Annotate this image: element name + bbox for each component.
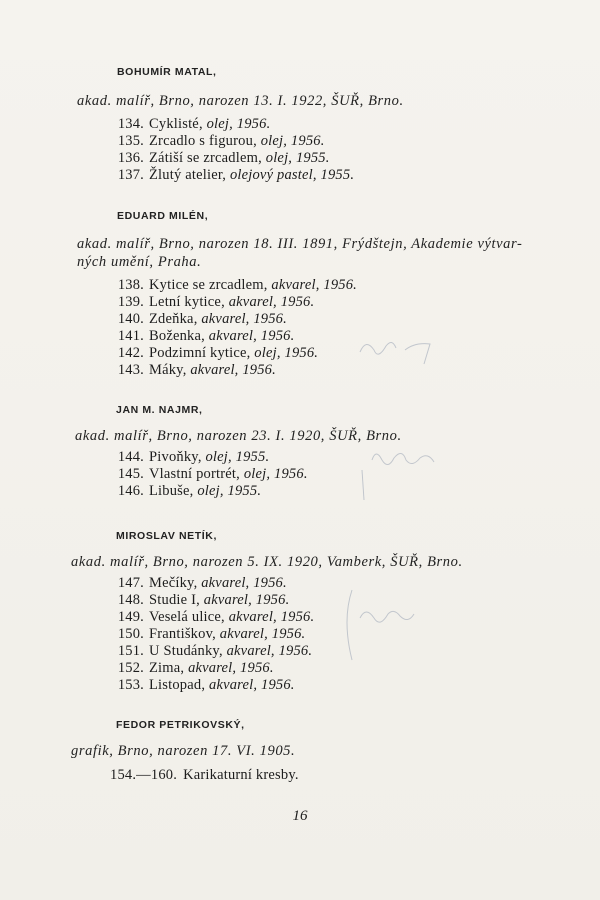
work-item: 134. Cyklisté, olej, 1956.: [110, 116, 354, 133]
artist-bio-line: akad. malíř, Brno, narozen 18. III. 1891, Frýdštejn, Akademie výtvar-: [77, 236, 523, 252]
work-item: 140. Zdeňka, akvarel, 1956.: [110, 311, 357, 328]
works-list: [110, 767, 299, 784]
work-medium: akvarel, 1956.: [271, 277, 357, 293]
work-number: 138.: [117, 277, 144, 293]
work-number: 148.: [117, 592, 144, 608]
work-number: 147.: [117, 575, 144, 591]
artist-bio-line: akad. malíř, Brno, narozen 23. I. 1920, ŠUŘ, Brno.: [75, 428, 402, 444]
artist-bio-line: akad. malíř, Brno, narozen 5. IX. 1920, Vamberk, ŠUŘ, Brno.: [71, 554, 463, 570]
work-number: 146.: [117, 483, 144, 499]
work-title: Žlutý atelier: [149, 167, 223, 183]
work-title: Zátiší se zrcadlem: [149, 150, 259, 166]
work-item: 135. Zrcadlo s figurou, olej, 1956.: [110, 133, 354, 150]
works-list: [110, 449, 308, 500]
work-item: 145. Vlastní portrét, olej, 1956.: [110, 466, 308, 483]
work-medium: akvarel, 1956.: [201, 575, 287, 591]
artist-bio-line: ných umění, Praha.: [77, 254, 202, 270]
work-medium: akvarel, 1956.: [203, 592, 290, 608]
work-title: Studie I: [149, 592, 197, 608]
work-number: 140.: [117, 311, 144, 327]
work-item: 153. Listopad, akvarel, 1956.: [110, 677, 314, 694]
work-number: 154.—160.: [110, 767, 178, 783]
work-medium: akvarel, 1956.: [201, 311, 287, 327]
work-title: Karikaturní kresby.: [183, 767, 299, 783]
work-title: Zrcadlo s figurou: [149, 133, 254, 149]
work-medium: akvarel, 1956.: [226, 643, 313, 659]
artist-name: BOHUMÍR MATAL,: [117, 66, 217, 78]
work-medium: olej, 1955.: [197, 483, 262, 499]
work-title: Listopad: [149, 677, 202, 693]
work-title: Libuše: [149, 483, 190, 499]
work-item: 150. Františkov, akvarel, 1956.: [110, 626, 314, 643]
work-title: Zima: [149, 660, 181, 676]
works-list: [110, 277, 357, 379]
work-title: Františkov: [149, 626, 213, 642]
work-medium: olejový pastel, 1955.: [229, 167, 355, 183]
work-medium: akvarel, 1956.: [228, 294, 315, 310]
artist-name: EDUARD MILÉN,: [117, 210, 209, 222]
works-list: [110, 116, 354, 184]
work-medium: olej, 1955.: [205, 449, 270, 465]
artist-name: JAN M. NAJMR,: [116, 404, 203, 416]
work-item: 141. Boženka, akvarel, 1956.: [110, 328, 357, 345]
work-item: 136. Zátiší se zrcadlem, olej, 1955.: [110, 150, 354, 167]
work-title: Cyklisté: [149, 116, 199, 132]
work-title: Podzimní kytice: [149, 345, 247, 361]
artist-name: MIROSLAV NETÍK,: [116, 530, 217, 542]
work-item: 149. Veselá ulice, akvarel, 1956.: [110, 609, 314, 626]
page-number: 16: [292, 808, 308, 824]
work-title: Pivoňky: [149, 449, 198, 465]
work-medium: olej, 1956.: [243, 466, 308, 482]
work-item: 151. U Studánky, akvarel, 1956.: [110, 643, 314, 660]
work-number: 152.: [117, 660, 144, 676]
work-medium: akvarel, 1956.: [188, 660, 274, 676]
work-number: 139.: [117, 294, 144, 310]
artist-bio-line: akad. malíř, Brno, narozen 13. I. 1922, ŠUŘ, Brno.: [77, 93, 404, 109]
work-item: 143. Máky, akvarel, 1956.: [110, 362, 357, 379]
work-medium: akvarel, 1956.: [208, 328, 295, 344]
work-number: 144.: [117, 449, 144, 465]
work-title: Letní kytice: [149, 294, 222, 310]
work-title: Boženka: [149, 328, 202, 344]
work-item: 139. Letní kytice, akvarel, 1956.: [110, 294, 357, 311]
work-title: Vlastní portrét: [149, 466, 237, 482]
work-number: 136.: [117, 150, 144, 166]
work-medium: olej, 1956.: [260, 133, 325, 149]
work-title: Mečíky: [149, 575, 194, 591]
work-number: 142.: [117, 345, 144, 361]
work-number: 135.: [117, 133, 144, 149]
work-number: 137.: [117, 167, 144, 183]
work-number: 141.: [117, 328, 144, 344]
artist-bio-line: grafik, Brno, narozen 17. VI. 1905.: [71, 743, 296, 759]
work-item: 148. Studie I, akvarel, 1956.: [110, 592, 314, 609]
work-item: 142. Podzimní kytice, olej, 1956.: [110, 345, 357, 362]
work-number: 153.: [117, 677, 144, 693]
work-number: 150.: [117, 626, 144, 642]
work-title: Veselá ulice: [149, 609, 222, 625]
work-number: 145.: [117, 466, 144, 482]
work-item: 138. Kytice se zrcadlem, akvarel, 1956.: [110, 277, 357, 294]
work-medium: akvarel, 1956.: [219, 626, 306, 642]
work-item: 146. Libuše, olej, 1955.: [110, 483, 308, 500]
work-medium: akvarel, 1956.: [228, 609, 315, 625]
work-number: 134.: [117, 116, 144, 132]
work-medium: olej, 1956.: [254, 345, 319, 361]
work-medium: akvarel, 1956.: [209, 677, 295, 693]
work-item: 152. Zima, akvarel, 1956.: [110, 660, 314, 677]
artist-name: FEDOR PETRIKOVSKÝ,: [116, 719, 245, 731]
works-list: [110, 575, 314, 694]
work-medium: olej, 1955.: [265, 150, 330, 166]
work-item: 147. Mečíky, akvarel, 1956.: [110, 575, 314, 592]
work-number: 151.: [117, 643, 144, 659]
work-item: 144. Pivoňky, olej, 1955.: [110, 449, 308, 466]
work-title: Kytice se zrcadlem: [149, 277, 264, 293]
work-medium: olej, 1956.: [206, 116, 271, 132]
work-medium: akvarel, 1956.: [190, 362, 276, 378]
work-title: U Studánky: [149, 643, 219, 659]
work-title: Máky: [149, 362, 183, 378]
work-number: 149.: [117, 609, 144, 625]
work-number: 143.: [117, 362, 144, 378]
work-item: [110, 767, 299, 784]
work-title: Zdeňka: [149, 311, 194, 327]
work-item: 137. Žlutý atelier, olejový pastel, 1955.: [110, 167, 354, 184]
